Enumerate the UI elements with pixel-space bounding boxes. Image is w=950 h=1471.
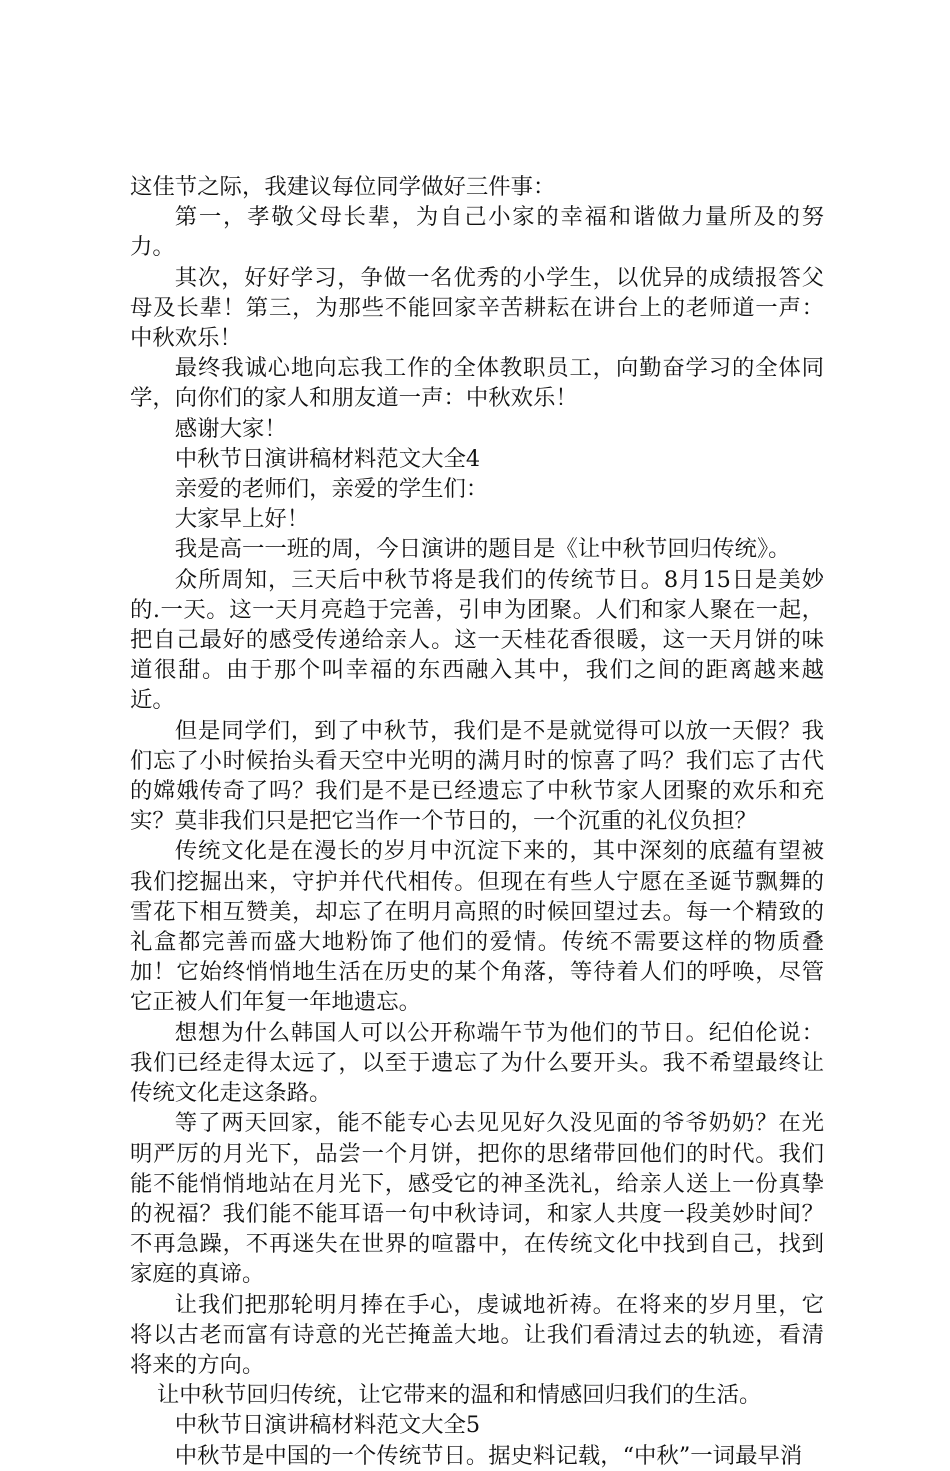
paragraph-intro: 这佳节之际，我建议每位同学做好三件事： [130,174,556,200]
paragraph-go-home: 等了两天回家，能不能专心去见见好久没见面的爷爷奶奶？在光明严厉的月光下，品尝一个月饼，把你的思绪带回他们的时代。我们能不能悄悄地站在月光下，感受它的神圣洗礼，给亲人送上一份真挚的祝福？我们能不能耳语一句中秋诗词，和家人共度一段美妙时间？不再急躁，不再迷失在世界的喧嚣中，在传统文化中找到自己，找到家庭的真谛。 [130,1110,824,1288]
paragraph-closing-wishes: 最终我诚心地向忘我工作的全体教职员工，向勤奋学习的全体同学，向你们的家人和朋友道一声：中秋欢乐！ [130,355,824,412]
paragraph-questions: 但是同学们，到了中秋节，我们是不是就觉得可以放一天假？我们忘了小时候抬头看天空中光明的满月时的惊喜了吗？我们忘了古代的嫦娥传奇了吗？我们是不是已经遗忘了中秋节家人团聚的欢乐和充实？莫非我们只是把它当作一个节日的，一个沉重的礼仪负担？ [130,717,824,835]
paragraph-greeting: 大家早上好！ [174,506,310,533]
paragraph-thanks: 感谢大家！ [174,415,287,442]
paragraph-first-point: 第一，孝敬父母长辈，为自己小家的幸福和谐做力量所及的努力。 [130,204,824,261]
paragraph-history: 中秋节是中国的一个传统节日。据史料记载，“中秋”一词最早消 [174,1442,803,1469]
paragraph-festival-intro: 众所周知，三天后中秋节将是我们的传统节日。8月15日是美妙的.一天。这一天月亮趋于完善，引申为团聚。人们和家人聚在一起，把自己最好的感受传递给亲人。这一天桂花香很暖，这一天月饼的味道很甜。由于那个叫幸福的东西融入其中，我们之间的距离越来越近。 [130,566,824,714]
paragraph-tradition: 传统文化是在漫长的岁月中沉淀下来的，其中深刻的底蕴有望被我们挖掘出来，守护并代代相传。但现在有些人宁愿在圣诞节飘舞的雪花下相互赞美，却忘了在明月高照的时候回望过去。每一个精致的礼盒都完善而盛大地粉饰了他们的爱情。传统不需要这样的物质叠加！它始终悄悄地生活在历史的某个角落，等待着人们的呼唤，尽管它正被人们年复一年地遗忘。 [130,838,824,1016]
section-heading-4: 中秋节日演讲稿材料范文大全4 [174,445,481,472]
paragraph-return-tradition: 让中秋节回归传统，让它带来的温和和情感回归我们的生活。 [156,1382,762,1409]
section-heading-5: 中秋节日演讲稿材料范文大全5 [174,1412,481,1439]
paragraph-moon-prayer: 让我们把那轮明月捧在手心，虔诚地祈祷。在将来的岁月里，它将以古老而富有诗意的光芒掩盖大地。让我们看清过去的轨迹，看清将来的方向。 [130,1291,824,1378]
paragraph-speech-topic: 我是高一一班的周，今日演讲的题目是《让中秋节回归传统》。 [174,536,791,563]
document-body [130,172,824,1471]
paragraph-salutation: 亲爱的老师们，亲爱的学生们： [174,476,489,503]
paragraph-korea: 想想为什么韩国人可以公开称端午节为他们的节日。纪伯伦说：我们已经走得太远了，以至于遗忘了为什么要开头。我不希望最终让传统文化走这条路。 [130,1019,824,1107]
paragraph-second-third-points: 其次，好好学习，争做一名优秀的小学生，以优异的成绩报答父母及长辈！第三，为那些不能回家辛苦耕耘在讲台上的老师道一声：中秋欢乐！ [130,264,824,352]
